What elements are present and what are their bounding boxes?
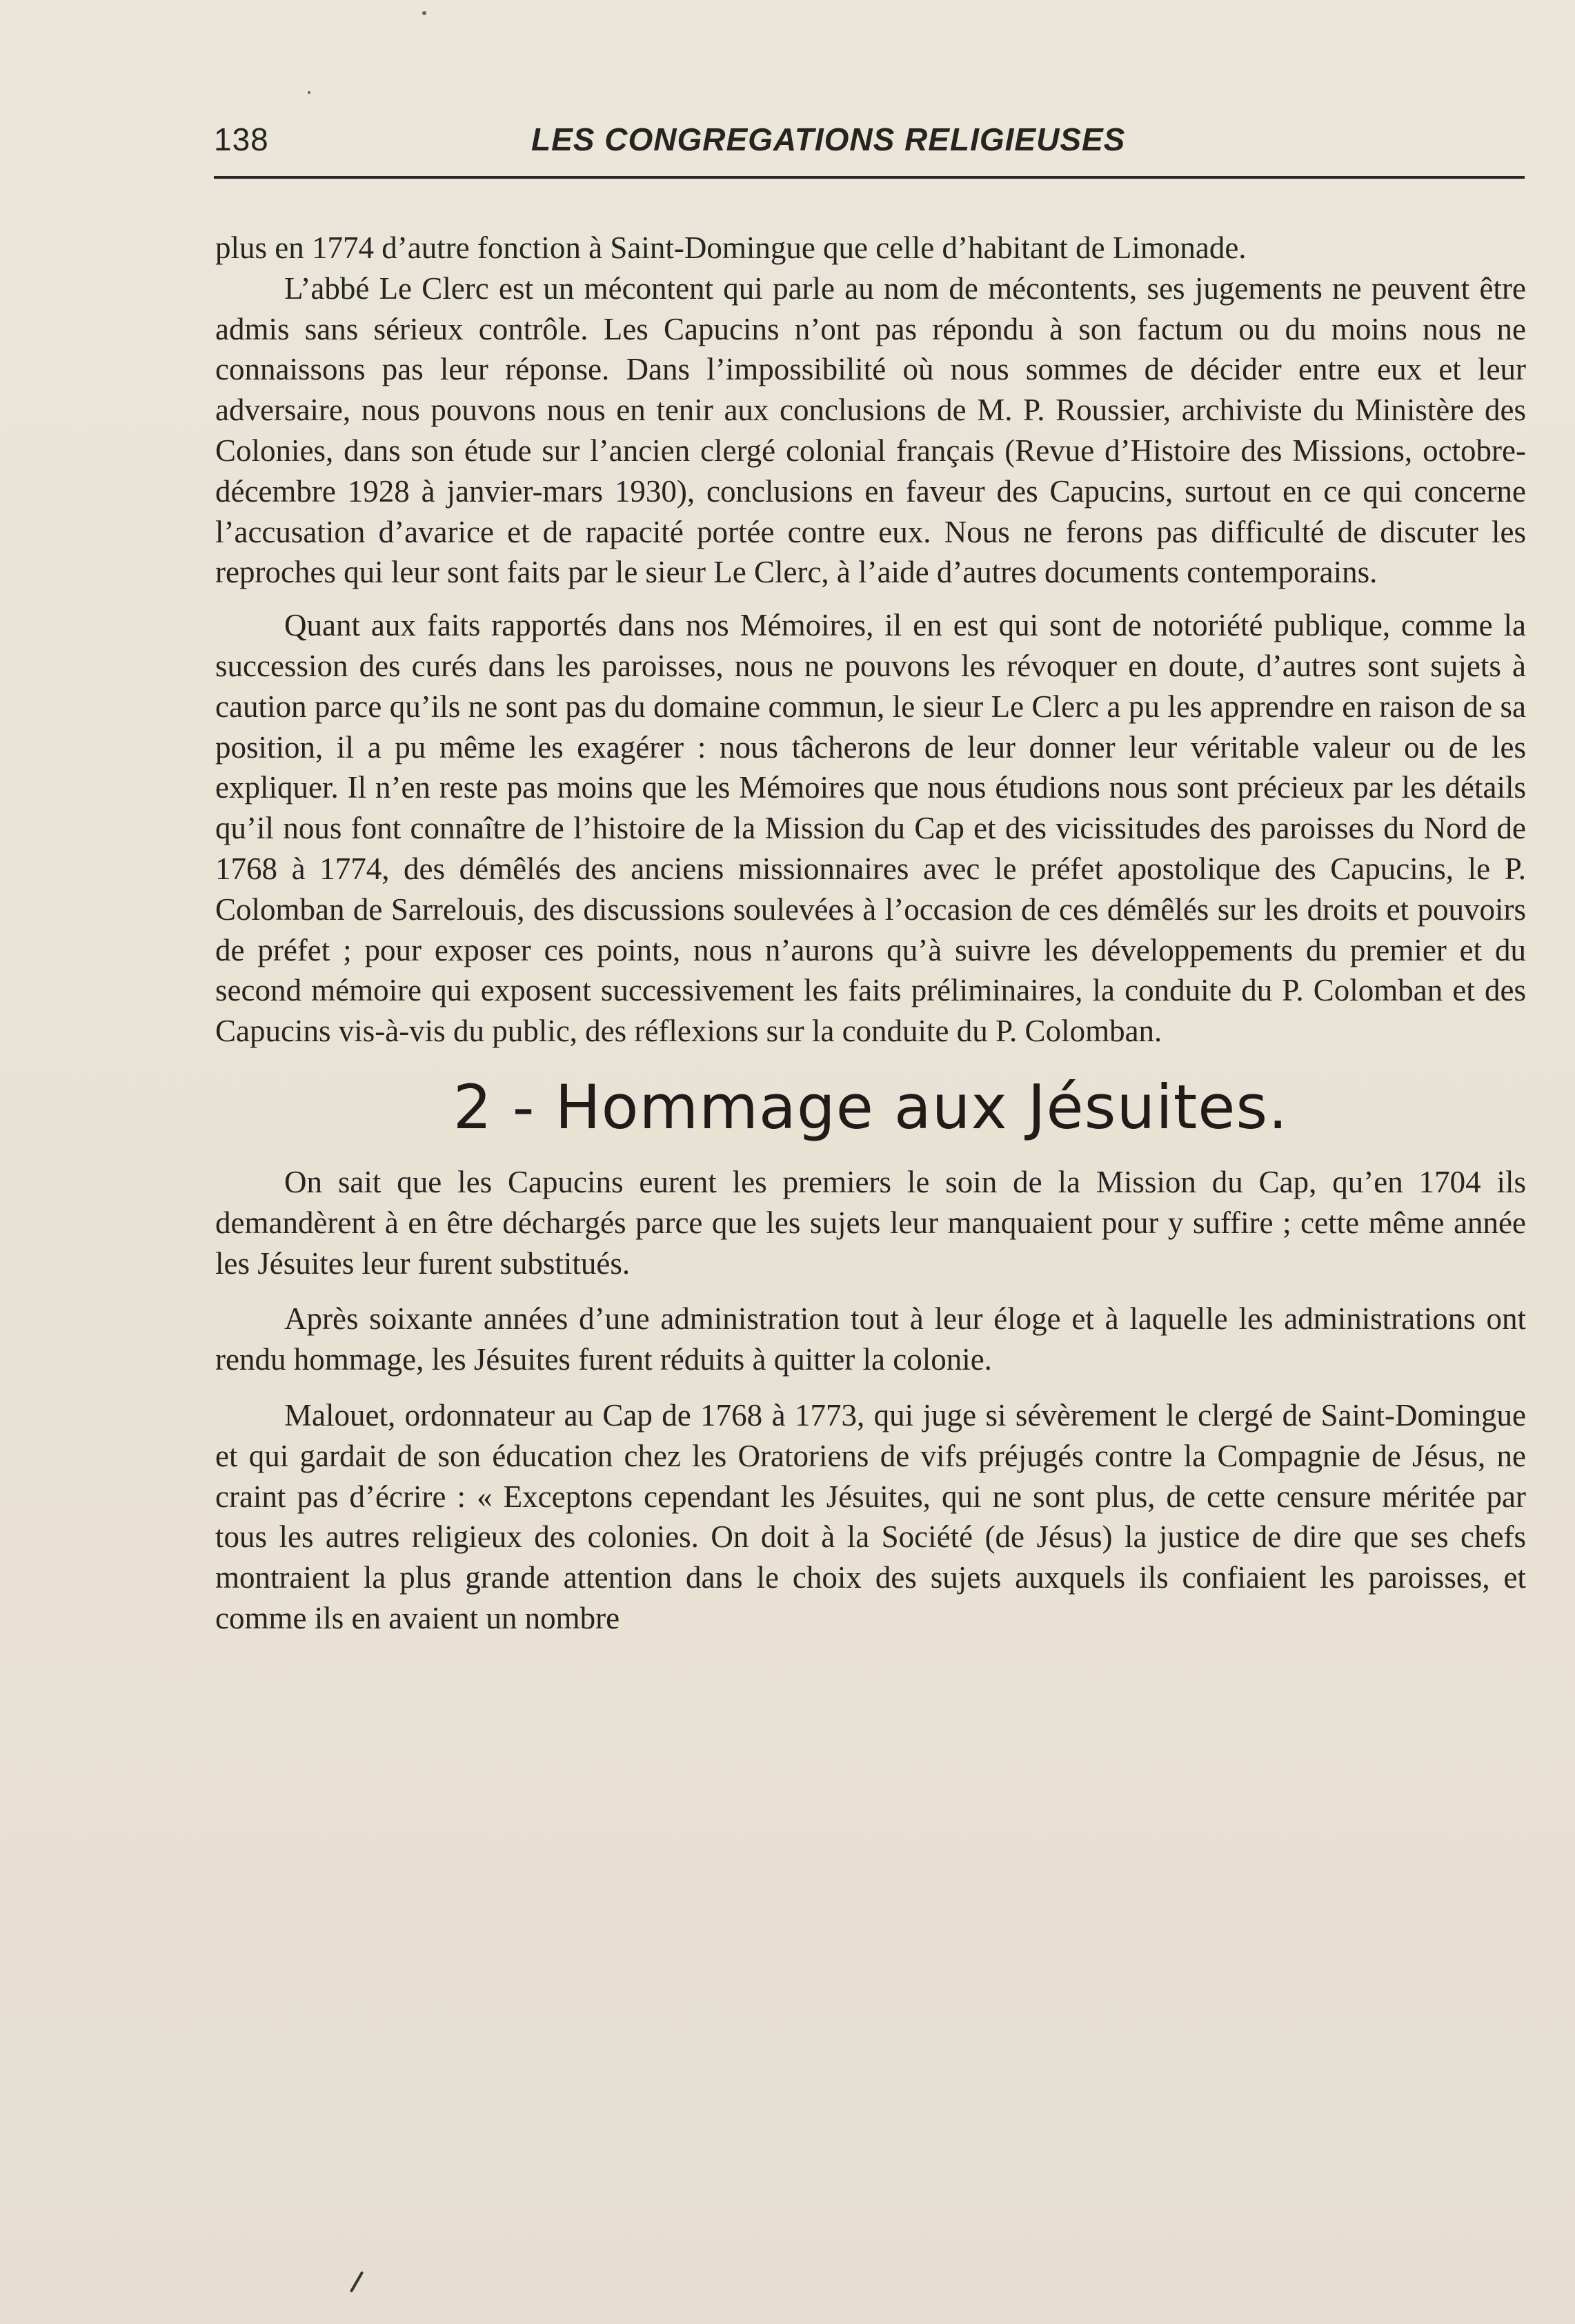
- page-number: 138: [214, 121, 269, 157]
- print-speck: [422, 11, 426, 15]
- paragraph: L’abbé Le Clerc est un mécontent qui parle au nom de mécontents, ses jugements ne peuvent être admis sans sérieux contrôle. Les Capucins n’ont pas répondu à son factum ou du moins nous ne connaissons pas leur réponse. Dans l’impossibilité où nous sommes de décider entre eux et leur adversaire, nous pouvons nous en tenir aux conclusions de M. P. Roussier, archiviste du Ministère des Colonies, dans son étude sur l’ancien clergé colonial français (Revue d’Histoire des Missions, octobre-décembre 1928 à janvier-mars 1930), conclusions en faveur des Capucins, surtout en ce qui concerne l’accusation d’avarice et de rapacité portée contre eux. Nous ne ferons pas difficulté de discuter les reproches qui leur sont faits par le sieur Le Clerc, à l’aide d’autres documents contemporains.: [215, 270, 1526, 590]
- pencil-mark: [350, 2271, 364, 2292]
- header-rule: [214, 176, 1525, 179]
- paragraph-continued: plus en 1774 d’autre fonction à Saint-Domingue que celle d’habitant de Limonade.: [215, 230, 1247, 265]
- running-title: LES CONGREGATIONS RELIGIEUSES: [531, 121, 1126, 157]
- paragraph: Quant aux faits rapportés dans nos Mémoires, il en est qui sont de notoriété publique, comme la succession des curés dans les paroisses, nous ne pouvons les révoquer en doute, d’autres sont sujets à caution parce qu’ils ne sont pas du domaine commun, le sieur Le Clerc a pu les apprendre en raison de sa position, il a pu même les exagérer : nous tâcherons de leur donner leur véritable valeur ou de les expliquer. Il n’en reste pas moins que les Mémoires que nous étudions nous sont précieux par les détails qu’il nous font connaître de l’histoire de la Mission du Cap et des vicissitudes des paroisses du Nord de 1768 à 1774, des démêlés des anciens missionnaires avec le préfet apostolique des Capucins, le P. Colomban de Sarrelouis, des discussions soulevées à l’occasion de ces démêlés sur les droits et pouvoirs de préfet ; pour exposer ces points, nous n’aurons qu’à suivre les développements du premier et du second mémoire qui exposent successivement les faits préliminaires, la conduite du P. Colomban et des Capucins vis-à-vis du public, des réflexions sur la conduite du P. Colomban.: [215, 608, 1526, 1049]
- running-head: [214, 121, 1525, 162]
- print-speck: [308, 91, 310, 94]
- paragraph: Après soixante années d’une administration tout à leur éloge et à laquelle les administrations ont rendu hommage, les Jésuites furent réduits à quitter la colonie.: [215, 1301, 1526, 1377]
- paragraph: Malouet, ordonnateur au Cap de 1768 à 1773, qui juge si sévèrement le clergé de Saint-Domingue et qui gardait de son éducation chez les Oratoriens de vifs préjugés contre la Compagnie de Jésus, ne craint pas d’écrire : « Exceptons cependant les Jésuites, qui ne sont plus, de cette censure méritée par tous les autres religieux des colonies. On doit à la Société (de Jésus) la justice de dire que ses chefs montraient la plus grande attention dans le choix des sujets auxquels ils confiaient les paroisses, et comme ils en avaient un nombre: [215, 1397, 1526, 1635]
- body-text: [215, 228, 1526, 1639]
- paragraph: On sait que les Capucins eurent les premiers le soin de la Mission du Cap, qu’en 1704 ils demandèrent à en être déchargés parce que les sujets leur manquaient pour y suffire ; cette même année les Jésuites leur furent substitués.: [215, 1164, 1526, 1281]
- section-heading: 2 - Hommage aux Jésuites.: [453, 1071, 1289, 1143]
